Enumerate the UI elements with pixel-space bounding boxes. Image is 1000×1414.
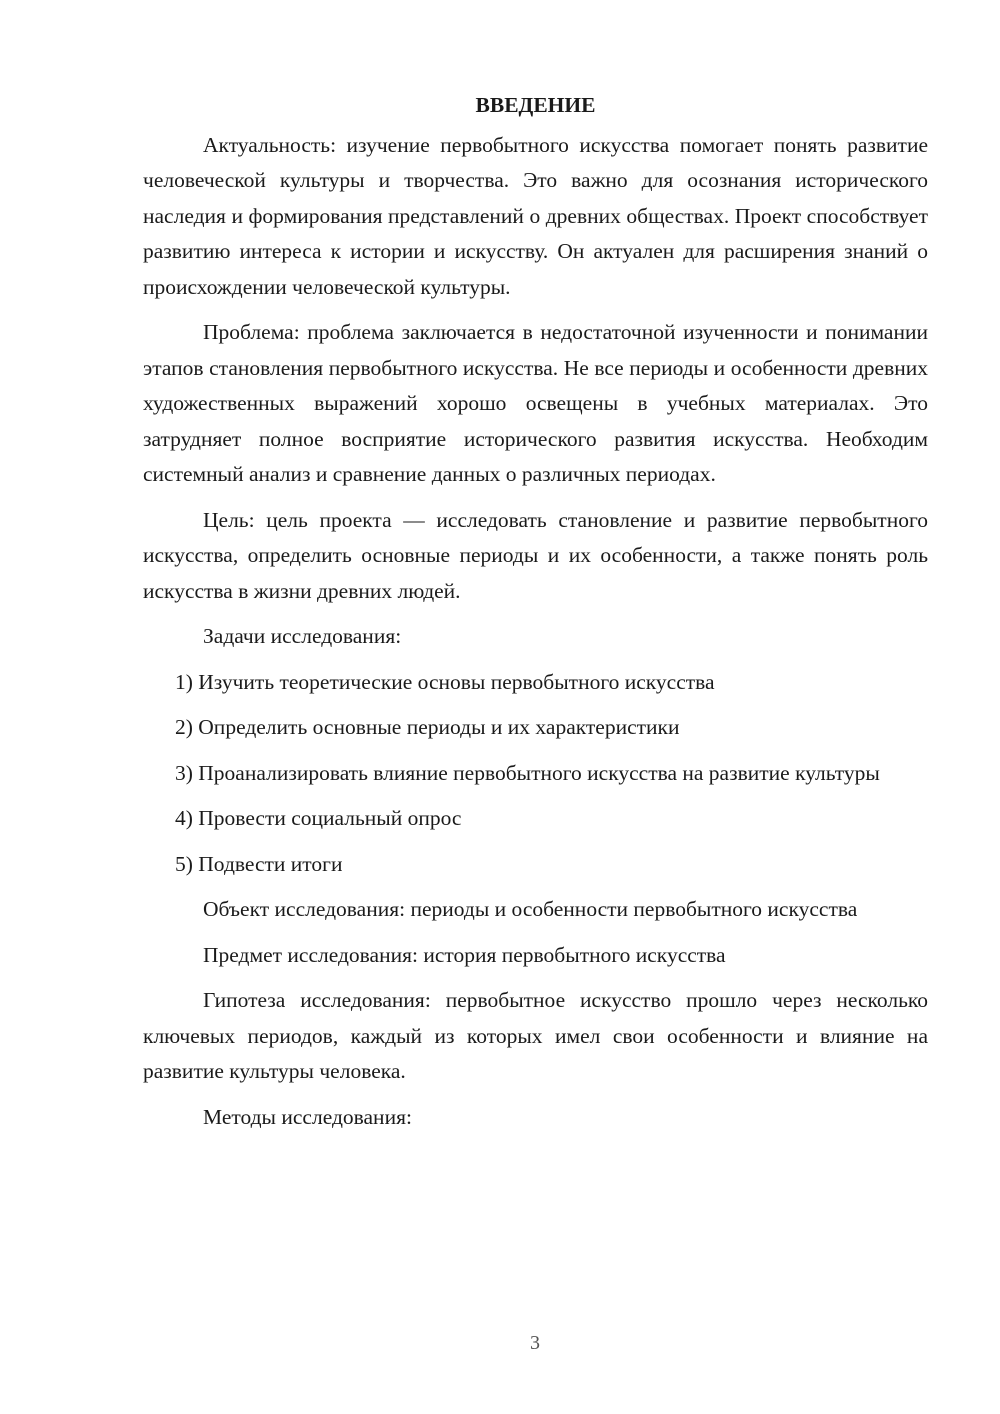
methods-paragraph: Методы исследования:	[203, 1104, 412, 1129]
task-item-3: 3) Проанализировать влияние первобытного искусства на развитие культуры	[175, 760, 880, 785]
task-item-2: 2) Определить основные периоды и их характеристики	[175, 715, 680, 739]
task-item-5: 5) Подвести итоги	[175, 851, 343, 876]
object-paragraph: Объект исследования: периоды и особенности первобытного искусства	[203, 897, 858, 921]
problem-paragraph: Проблема: проблема заключается в недостаточной изученности и понимании этапов становления первобытного искусства. Не все периоды и особенности древних художественных выражений хорошо освещены в учебных материалах. Это затрудняет полное восприятие исторического развития искусства. Необходим системный анализ и сравнение данных о различных периодах.	[143, 320, 928, 486]
page-number: 3	[530, 1332, 540, 1354]
hypothesis-paragraph: Гипотеза исследования: первобытное искусство прошло через несколько ключевых периодов, каждый из которых имел свои особенности и влияние на развитие культуры человека.	[143, 988, 928, 1083]
document-page	[143, 88, 928, 1145]
task-item-4: 4) Провести социальный опрос	[175, 806, 462, 830]
tasks-heading: Задачи исследования:	[203, 624, 402, 648]
goal-paragraph: Цель: цель проекта — исследовать становление и развитие первобытного искусства, определить основные периоды и их особенности, а также понять роль искусства в жизни древних людей.	[143, 507, 928, 603]
relevance-paragraph: Актуальность: изучение первобытного искусства помогает понять развитие человеческой культуры и творчества. Это важно для осознания исторического наследия и формирования представлений о древних обществах. Проект способствует развитию интереса к истории и искусству. Он актуален для расширения знаний о происхождении человеческой культуры.	[143, 132, 928, 299]
task-item-1: 1) Изучить теоретические основы первобытного искусства	[175, 669, 715, 694]
subject-paragraph: Предмет исследования: история первобытного искусства	[203, 942, 726, 967]
section-title: ВВЕДЕНИЕ	[475, 93, 596, 117]
